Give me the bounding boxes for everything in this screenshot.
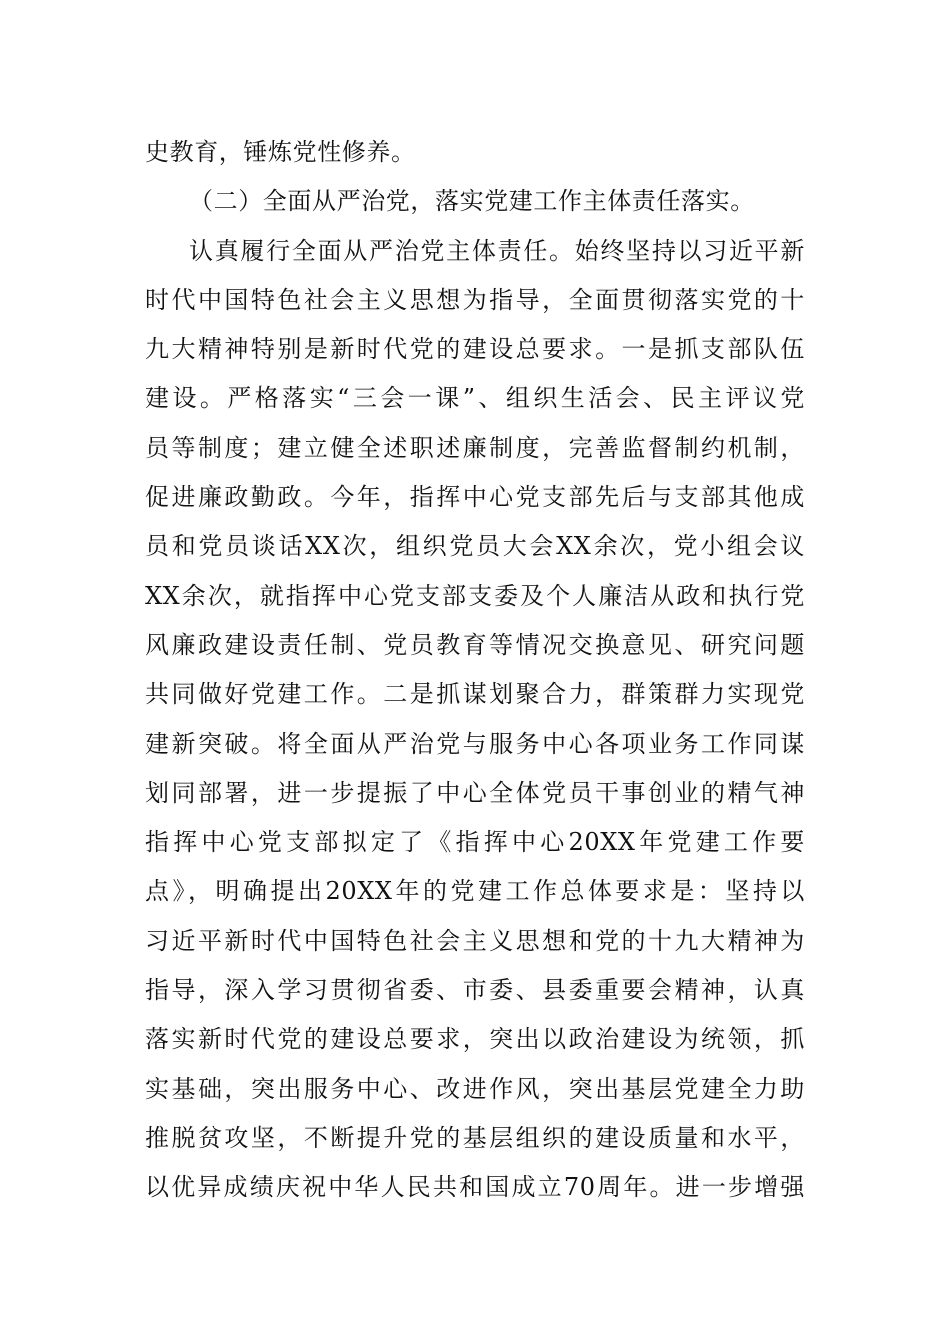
text-line: 指挥中心党支部拟定了《指挥中心20XX年党建工作要 [145, 828, 805, 857]
text-line: 指导，深入学习贯彻省委、市委、县委重要会精神，认真 [145, 976, 805, 1005]
text-line: 推脱贫攻坚，不断提升党的基层组织的建设质量和水平， [145, 1123, 805, 1152]
text-line: 九大精神特别是新时代党的建设总要求。一是抓支部队伍 [145, 335, 805, 364]
text-line: 员和党员谈话XX次，组织党员大会XX余次，党小组会议 [145, 532, 805, 561]
section-heading: （二）全面从严治党，落实党建工作主体责任落实。 [189, 187, 755, 216]
text-line: 建新突破。将全面从严治党与服务中心各项业务工作同谋 [145, 729, 805, 758]
text-line: XX余次，就指挥中心党支部支委及个人廉洁从政和执行党 [145, 581, 805, 610]
text-line: 时代中国特色社会主义思想为指导，全面贯彻落实党的十 [145, 285, 805, 314]
text-line: 共同做好党建工作。二是抓谋划聚合力，群策群力实现党 [145, 680, 805, 709]
text-line: 史教育，锤炼党性修养。 [145, 138, 416, 166]
text-line: 促进廉政勤政。今年，指挥中心党支部先后与支部其他成 [145, 483, 805, 512]
text-line: 划同部署，进一步提振了中心全体党员干事创业的精气神 [145, 778, 805, 807]
text-line: 风廉政建设责任制、党员教育等情况交换意见、研究问题 [145, 630, 805, 659]
document-body [145, 128, 805, 1213]
text-line: 实基础，突出服务中心、改进作风，突出基层党建全力助 [145, 1074, 805, 1103]
text-line: 习近平新时代中国特色社会主义思想和党的十九大精神为 [145, 926, 805, 955]
text-line: 建设。严格落实“三会一课”、组织生活会、民主评议党 [145, 384, 805, 413]
text-line: 点》，明确提出20XX年的党建工作总体要求是：坚持以 [145, 877, 805, 906]
text-line: 落实新时代党的建设总要求，突出以政治建设为统领，抓 [145, 1025, 805, 1054]
paragraph-first-line: 认真履行全面从严治党主体责任。始终坚持以习近平新 [189, 236, 805, 265]
text-line: 员等制度；建立健全述职述廉制度，完善监督制约机制， [145, 433, 805, 462]
text-line: 以优异成绩庆祝中华人民共和国成立70周年。进一步增强 [145, 1173, 805, 1202]
